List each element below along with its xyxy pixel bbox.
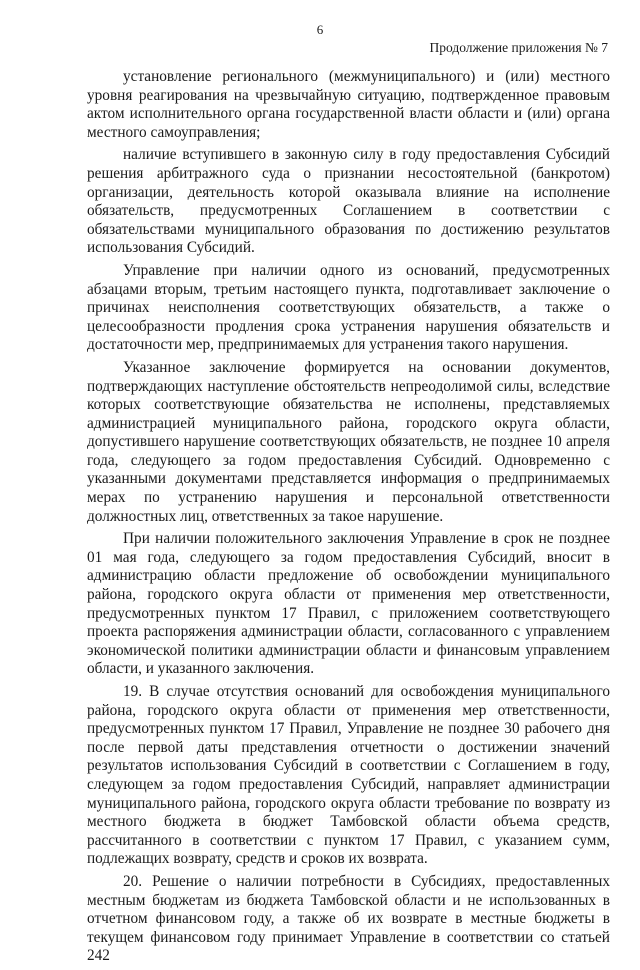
paragraph-item-20: 20. Решение о наличии потребности в Субсидиях, предоставленных местным бюджетам из бюджета Тамбовской области и не использованных в отчетном финансовом году, а также об их возврате в местные бюджеты в текущем финансовом году принимает Управление в соответствии со статьей 242 [87, 872, 610, 965]
page-number: 6 [316, 22, 324, 37]
paragraph-item-19: 19. В случае отсутствия оснований для освобождения муниципального района, городского округа области от применения мер ответственности, предусмотренных пунктом 17 Правил, Управление не позднее 30 рабочего дня после первой даты представления отчетности о достижении значений результатов использования Субсидий в соответствии с Соглашением в году, следующем за годом предоставления Субсидий, направляет администрации муниципального района, городского округа области требование по возврату из местного бюджета в бюджет Тамбовской области объема средств, рассчитанного в соответствии с пунктом 17 Правил, с указанием сумм, подлежащих возврату, средств и сроков их возврата. [87, 683, 610, 868]
paragraph-conclusion-preparation: Управление при наличии одного из оснований, предусмотренных абзацами вторым, третьим настоящего пункта, подготавливает заключение о причинах неисполнения соответствующих обязательств, а также о целесообразности продления срока устранения нарушения обязательств и достаточности мер, предпринимаемых для устранения такого нарушения. [87, 261, 610, 354]
paragraph-conclusion-basis: Указанное заключение формируется на основании документов, подтверждающих наступление обстоятельств непреодолимой силы, вследствие которых соответствующие обязательства не исполнены, представляемых администрацией муниципального района, городского округа области, допустившего нарушение соответствующих обязательств, не позднее 10 апреля года, следующего за годом предоставления Субсидий. Одновременно с указанными документами представляется информация о предпринимаемых мерах по устранению нарушения и персональной ответственности должностных лиц, ответственных за такое нарушение. [87, 358, 610, 525]
running-header: Продолжение приложения № 7 [429, 40, 608, 55]
paragraph-bankruptcy-decision: наличие вступившего в законную силу в году предоставления Субсидий решения арбитражного суда о признании несостоятельной (банкротом) организации, деятельность которой оказывала влияние на исполнение обязательств, предусмотренных Соглашением в соответствии с обязательствами муниципального образования по достижению результатов использования Субсидий. [87, 146, 610, 257]
paragraph-positive-conclusion: При наличии положительного заключения Управление в срок не позднее 01 мая года, следующего за годом предоставления Субсидий, вносит в администрацию области предложение об освобождении муниципального района, городского округа области от применения мер ответственности, предусмотренных пунктом 17 Правил, с приложением соответствующего проекта распоряжения администрации области, согласованного с управлением экономической политики администрации области и финансовым управлением области, и указанного заключения. [87, 530, 610, 678]
paragraph-emergency-level: установление регионального (межмуниципального) и (или) местного уровня реагирования на чрезвычайную ситуацию, подтвержденное правовым актом исполнительного органа государственной власти области и (или) органа местного самоуправления; [87, 68, 610, 141]
body-text [87, 68, 610, 970]
